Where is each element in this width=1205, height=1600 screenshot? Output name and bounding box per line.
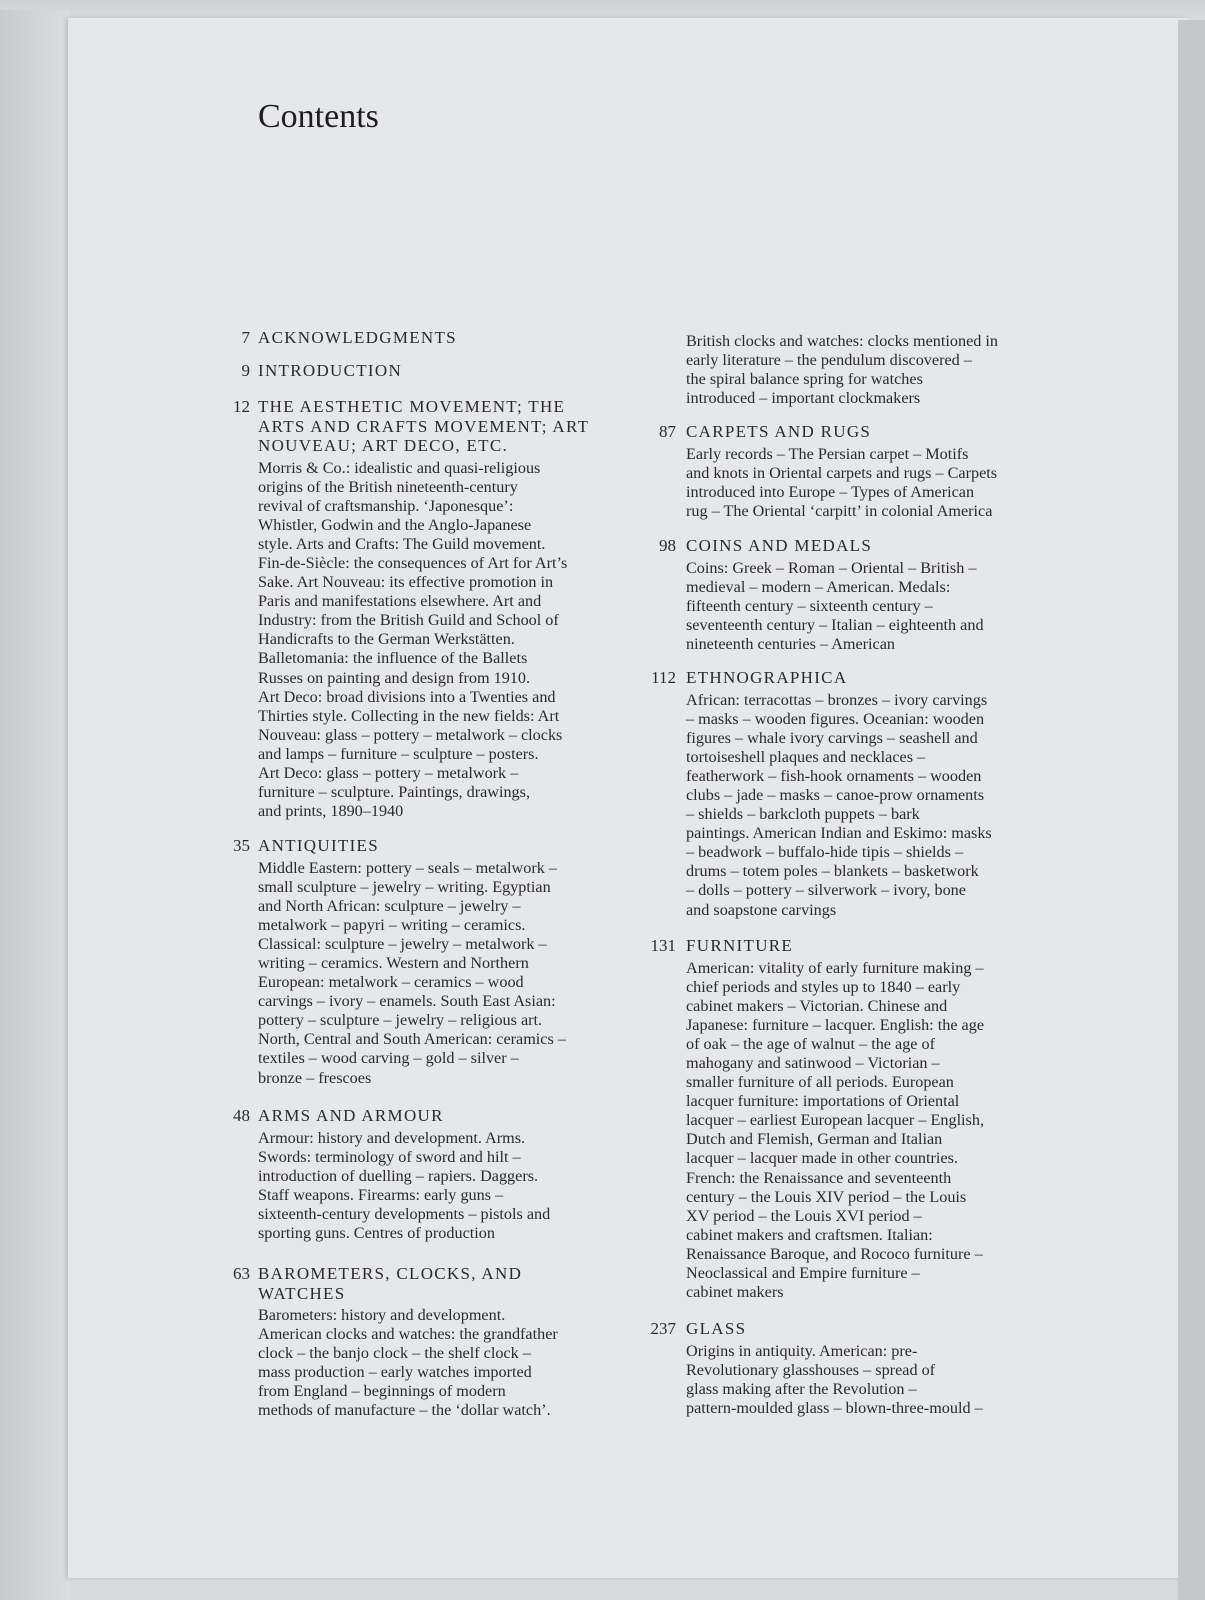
entry-title: INTRODUCTION	[258, 361, 403, 380]
description-line: paintings. American Indian and Eskimo: masks	[686, 824, 992, 843]
description-line: American: vitality of early furniture making –	[686, 958, 984, 977]
description-line: Thirties style. Collecting in the new fields: Art	[258, 706, 560, 725]
entry-title: NOUVEAU; ART DECO, ETC.	[258, 436, 509, 455]
contents-entry	[233, 1106, 551, 1243]
description-line: cabinet makers – Victorian. Chinese and	[686, 996, 948, 1015]
contents-entry	[651, 668, 992, 920]
description-line: – masks – wooden figures. Oceanian: wooden	[686, 709, 985, 728]
description-line: style. Arts and Crafts: The Guild movement.	[258, 534, 546, 553]
description-line: – beadwork – buffalo-hide tipis – shields –	[686, 843, 964, 862]
entry-description	[258, 1129, 550, 1244]
description-line: introduction of duelling – rapiers. Daggers.	[258, 1166, 539, 1185]
contents-entry	[659, 536, 984, 654]
entry-page-number: 35	[233, 836, 250, 855]
description-line: and soapstone carvings	[686, 900, 837, 919]
entry-title: GLASS	[686, 1319, 747, 1338]
description-line: mass production – early watches imported	[258, 1363, 532, 1382]
description-line: American clocks and watches: the grandfather	[258, 1325, 558, 1344]
contents-entry	[686, 332, 998, 408]
entry-title: ANTIQUITIES	[258, 836, 379, 855]
description-line: Barometers: history and development.	[258, 1306, 506, 1324]
description-line: Classical: sculpture – jewelry – metalwork –	[258, 934, 547, 953]
facing-page-edge	[0, 10, 70, 1600]
description-line: early literature – the pendulum discovered –	[686, 351, 972, 370]
description-line: clock – the banjo clock – the shelf clock –	[258, 1344, 531, 1363]
description-line: British clocks and watches: clocks mentioned in	[686, 332, 998, 350]
description-line: Japanese: furniture – lacquer. English: the age	[686, 1015, 985, 1034]
description-line: medieval – modern – American. Medals:	[686, 577, 951, 596]
description-line: Industry: from the British Guild and School of	[258, 611, 559, 630]
description-line: French: the Renaissance and seventeenth	[686, 1168, 952, 1187]
description-line: methods of manufacture – the ‘dollar watch’.	[258, 1401, 551, 1420]
contents-entry	[233, 836, 566, 1088]
description-line: origins of the British nineteenth-century	[258, 477, 518, 496]
description-line: the spiral balance spring for watches	[686, 370, 923, 389]
description-line: carvings – ivory – enamels. South East Asian:	[258, 992, 556, 1011]
description-line: Dutch and Flemish, German and Italian	[686, 1130, 943, 1149]
description-line: and prints, 1890–1940	[258, 802, 404, 821]
description-line: mahogany and satinwood – Victorian –	[686, 1053, 940, 1072]
entry-description	[258, 859, 566, 1088]
contents-entry	[233, 1264, 558, 1421]
description-line: introduced into Europe – Types of American	[686, 482, 975, 501]
entry-title: COINS AND MEDALS	[686, 536, 873, 555]
description-line: Middle Eastern: pottery – seals – metalwork –	[258, 858, 557, 877]
description-line: and North African: sculpture – jewelry –	[258, 896, 521, 915]
entry-title: ACKNOWLEDGMENTS	[258, 328, 457, 347]
description-line: seventeenth century – Italian – eighteenth and	[686, 615, 984, 634]
description-line: smaller furniture of all periods. European	[686, 1073, 954, 1092]
entry-description	[686, 691, 992, 920]
description-line: featherwork – fish-hook ornaments – wooden	[686, 766, 982, 785]
contents-entry	[241, 361, 403, 381]
entry-page-number: 87	[659, 422, 676, 441]
entry-description	[686, 559, 984, 654]
description-line: Armour: history and development. Arms.	[258, 1128, 526, 1147]
description-line: Swords: terminology of sword and hilt –	[258, 1147, 521, 1166]
description-line: European: metalwork – ceramics – wood	[258, 973, 524, 992]
description-line: lacquer – earliest European lacquer – English,	[686, 1111, 984, 1130]
description-line: Russes on painting and design from 1910.	[258, 668, 531, 687]
description-line: Fin-de-Siècle: the consequences of Art for Art’s	[258, 553, 568, 572]
description-line: figures – whale ivory carvings – seashell and	[686, 728, 978, 747]
description-line: North, Central and South American: ceramics –	[258, 1030, 566, 1049]
description-line: writing – ceramics. Western and Northern	[258, 953, 529, 972]
description-line: Art Deco: broad divisions into a Twenties and	[258, 687, 556, 706]
description-line: Neoclassical and Empire furniture –	[686, 1264, 920, 1282]
page-edge-right	[1178, 20, 1205, 1600]
entry-title: ARMS AND ARMOUR	[258, 1106, 444, 1125]
entry-page-number: 98	[659, 536, 676, 555]
description-line: Staff weapons. Firearms: early guns –	[258, 1185, 504, 1204]
entry-page-number: 237	[650, 1319, 676, 1338]
description-line: Morris & Co.: idealistic and quasi-religious	[258, 458, 541, 477]
description-line: cabinet makers	[686, 1283, 784, 1302]
entry-title: CARPETS AND RUGS	[686, 422, 872, 441]
entry-page-number: 112	[651, 668, 676, 687]
entry-page-number: 63	[233, 1264, 250, 1283]
description-line: small sculpture – jewelry – writing. Egyptian	[258, 877, 551, 896]
entry-description	[258, 1306, 558, 1421]
entry-description	[258, 459, 589, 822]
description-line: fifteenth century – sixteenth century –	[686, 596, 933, 615]
entry-page-number: 12	[233, 397, 250, 416]
description-line: Renaissance Baroque, and Rococo furniture –	[686, 1244, 983, 1263]
description-line: from England – beginnings of modern	[258, 1382, 506, 1401]
entry-title: ETHNOGRAPHICA	[686, 668, 848, 687]
entry-title: ARTS AND CRAFTS MOVEMENT; ART	[258, 416, 590, 436]
entry-page-number: 131	[650, 936, 676, 955]
description-line: pattern-moulded glass – blown-three-mould –	[686, 1398, 983, 1417]
description-line: Sake. Art Nouveau: its effective promotion in	[258, 573, 554, 592]
description-line: Whistler, Godwin and the Anglo-Japanese	[258, 515, 532, 534]
description-line: cabinet makers and craftsmen. Italian:	[686, 1225, 933, 1244]
description-line: and lamps – furniture – sculpture – posters.	[258, 744, 539, 763]
description-line: lacquer furniture: importations of Oriental	[686, 1092, 960, 1111]
book-page	[68, 18, 1188, 1578]
contents-entry	[659, 422, 998, 521]
description-line: glass making after the Revolution –	[686, 1379, 917, 1398]
description-line: introduced – important clockmakers	[686, 389, 921, 408]
entry-title: BAROMETERS, CLOCKS, AND	[258, 1264, 523, 1283]
description-line: African: terracottas – bronzes – ivory carvings	[686, 690, 988, 709]
description-line: rug – The Oriental ‘carpitt’ in colonial America	[686, 501, 993, 520]
description-line: revival of craftsmanship. ‘Japonesque’:	[258, 496, 514, 515]
description-line: Nouveau: glass – pottery – metalwork – clocks	[258, 725, 563, 744]
entry-description	[686, 959, 984, 1303]
entry-title: WATCHES	[258, 1283, 346, 1303]
description-line: sporting guns. Centres of production	[258, 1223, 495, 1242]
description-line: textiles – wood carving – gold – silver –	[258, 1049, 519, 1068]
description-line: lacquer – lacquer made in other countries.	[686, 1149, 958, 1168]
description-line: Revolutionary glasshouses – spread of	[686, 1360, 936, 1379]
description-line: century – the Louis XIV period – the Louis	[686, 1187, 967, 1206]
description-line: XV period – the Louis XVI period –	[686, 1206, 922, 1225]
description-line: bronze – frescoes	[258, 1068, 372, 1087]
description-line: nineteenth centuries – American	[686, 634, 896, 653]
entry-title: THE AESTHETIC MOVEMENT; THE	[258, 397, 566, 416]
contents-entry	[233, 397, 590, 821]
entry-page-number: 9	[241, 361, 250, 380]
description-line: Balletomania: the influence of the Ballets	[258, 649, 528, 668]
description-line: – dolls – pottery – silverwork – ivory, bone	[686, 881, 966, 900]
description-line: and knots in Oriental carpets and rugs – Carpets	[686, 463, 998, 482]
page-title: Contents	[258, 98, 379, 135]
entry-description	[686, 332, 998, 408]
description-line: Early records – The Persian carpet – Motifs	[686, 444, 969, 463]
description-line: Paris and manifestations elsewhere. Art and	[258, 592, 542, 611]
description-line: – shields – barkcloth puppets – bark	[686, 805, 920, 824]
contents-entry	[650, 936, 985, 1302]
description-line: pottery – sculpture – jewelry – religious art.	[258, 1011, 543, 1030]
entry-page-number: 7	[241, 328, 250, 347]
description-line: drums – totem poles – blankets – basketwork	[686, 862, 979, 881]
description-line: sixteenth-century developments – pistols and	[258, 1204, 551, 1223]
description-line: of oak – the age of walnut – the age of	[686, 1034, 936, 1053]
description-line: Coins: Greek – Roman – Oriental – British –	[686, 558, 977, 577]
contents-entry	[650, 1319, 983, 1418]
description-line: Handicrafts to the German Werkstätten.	[258, 630, 515, 649]
contents-entry	[241, 328, 457, 348]
entry-page-number: 48	[233, 1106, 250, 1125]
description-line: metalwork – papyri – writing – ceramics.	[258, 915, 526, 934]
description-line: furniture – sculpture. Paintings, drawings,	[258, 783, 530, 802]
entry-description	[686, 445, 997, 521]
description-line: clubs – jade – masks – canoe-prow ornaments	[686, 785, 985, 804]
description-line: Art Deco: glass – pottery – metalwork –	[258, 764, 519, 782]
entry-title: FURNITURE	[686, 936, 794, 955]
description-line: tortoiseshell plaques and necklaces –	[686, 747, 926, 766]
entry-description	[686, 1342, 983, 1418]
description-line: Origins in antiquity. American: pre-	[686, 1341, 918, 1360]
description-line: chief periods and styles up to 1840 – early	[686, 977, 961, 996]
